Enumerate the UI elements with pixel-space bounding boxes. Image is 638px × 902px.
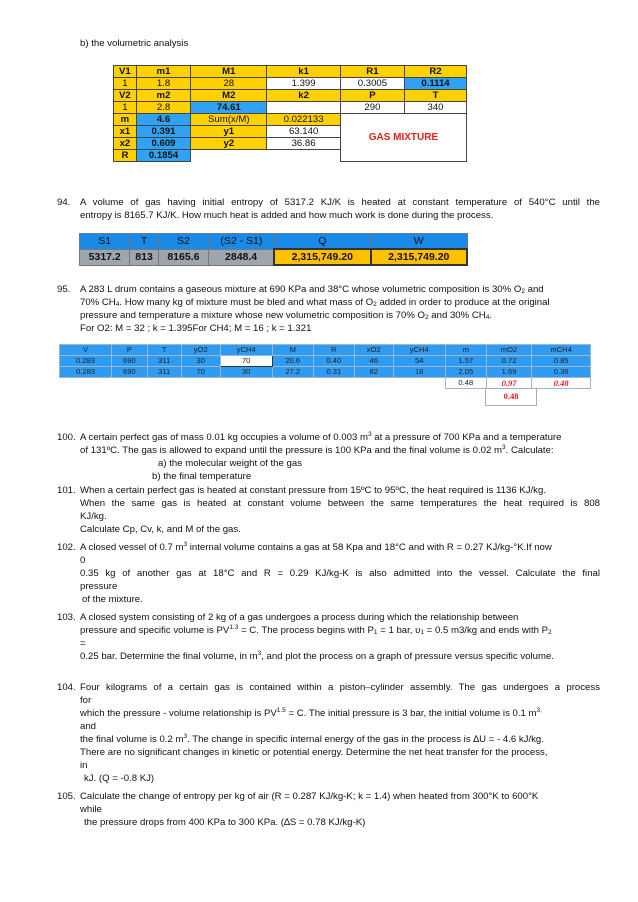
table-cell (267, 150, 340, 162)
table-header-cell: m1 (136, 66, 190, 78)
problem-103-text: pressure and specific volume is $PV^{1.3} = C$. The process begins with $P_1 = 1$ bar, $\upsilon_1 = 0.5$ m3/kg and ends with $P_2$ (80, 624, 552, 636)
table-cell: 0.72 (486, 356, 531, 367)
problem-104-text: for (80, 695, 92, 706)
table-row (114, 66, 467, 78)
table-cell: 0.97 (486, 378, 531, 389)
table-header-cell: V (60, 345, 112, 356)
table-cell: 290 (340, 102, 404, 114)
table-header-cell: M (272, 345, 313, 356)
table-cell: 82 (354, 367, 393, 378)
section-title: b) the volumetric analysis (80, 38, 189, 49)
table-header-cell: S2 (158, 234, 208, 250)
mixture-composition-table (59, 344, 591, 389)
problem-94-number: 94. (57, 197, 71, 208)
table-cell: 30 (220, 367, 272, 378)
mixture-result-cell: 0.48 (485, 388, 537, 406)
problem-101-text: KJ/kg. (80, 511, 107, 522)
table-cell: 20.6 (272, 356, 313, 367)
table-header-cell: Q (274, 234, 370, 250)
problem-95-text: pressure and temperature a mixture whose new volumetric composition is 70% $O_2$ and 30% $CH_4$. (80, 310, 492, 321)
table-cell: 1.8 (136, 78, 190, 90)
table-cell: 0.48 (532, 378, 591, 389)
table-header-cell: yCH4 (393, 345, 445, 356)
entropy-table (79, 233, 468, 266)
table-cell: 0.85 (532, 356, 591, 367)
table-header-cell: (S2 - S1) (209, 234, 275, 250)
table-cell: 36.86 (267, 138, 340, 150)
table-cell (267, 102, 340, 114)
problem-104-text: Four kilograms of a certain gas is contained within a piston–cylinder assembly. The gas undergoes a process (80, 682, 600, 693)
table-cell: 1.399 (267, 78, 340, 90)
table-header-cell: T (130, 234, 158, 250)
table-header-cell: P (112, 345, 148, 356)
table-cell: y1 (191, 126, 267, 138)
problem-104-text: the final volume is 0.2 $m^3$. The change in specific internal energy of the gas in the process is ∆U = - 4.6 kJ/kg. (80, 733, 544, 745)
table-cell: 70 (220, 356, 272, 367)
table-header-cell: yO2 (181, 345, 220, 356)
problem-103-text: = (80, 638, 86, 649)
table-cell: 0.1114 (405, 78, 467, 90)
problem-94-text: entropy is 8165.7 KJ/K. How much heat is added and how much work is done during the process. (80, 210, 494, 221)
problem-100-number: 100. (57, 432, 76, 443)
table-header-cell: yCH4 (220, 345, 272, 356)
gas-mixture-table (113, 65, 467, 162)
problem-95-number: 95. (57, 284, 71, 295)
problem-101-text: When a certain perfect gas is heated at constant pressure from 15ºC to 95ºC, the heat required is 1136 KJ/kg. (80, 485, 546, 496)
table-cell (60, 378, 446, 389)
table-header-cell: k1 (267, 66, 340, 78)
problem-102-text: pressure (80, 581, 118, 592)
table-cell: 5317.2 (80, 249, 130, 265)
table-header-cell: mCH4 (532, 345, 591, 356)
problem-100-text: A certain perfect gas of mass 0.01 kg occupies a volume of 0.003 $m^3$ at a pressure of 700 KPa and a temperature (80, 431, 562, 443)
table-cell: 0.36 (532, 367, 591, 378)
problem-104-text: kJ. (Q = -0.8 KJ) (84, 773, 155, 784)
table-cell: 28 (191, 78, 267, 90)
problem-103-number: 103. (57, 612, 76, 623)
table-cell: 70 (181, 367, 220, 378)
table-cell: 2.8 (136, 102, 190, 114)
table-header-cell: mO2 (486, 345, 531, 356)
problem-104-number: 104. (57, 682, 76, 693)
table-cell: 2,315,749.20 (371, 249, 467, 265)
problem-105-text: while (80, 804, 102, 815)
problem-103-text: A closed system consisting of 2 kg of a gas undergoes a process during which the relationship between (80, 612, 519, 623)
table-cell: 813 (130, 249, 158, 265)
table-cell: 74.61 (191, 102, 267, 114)
problem-100-text: of 131ºC. The gas is allowed to expand until the pressure is 100 KPa and the final volume is 0.02 $m^3$. Calculate: (80, 444, 554, 456)
problem-104-text: which the pressure - volume relationship is $PV^{1.5} = C$. The initial pressure is 3 bar, the initial volume is 0.1 $m^{3,}$ (80, 707, 542, 719)
table-cell: 30 (181, 356, 220, 367)
table-cell: 690 (112, 367, 148, 378)
problem-105-number: 105. (57, 791, 76, 802)
table-row (80, 234, 468, 250)
table-cell: 0.1854 (136, 150, 190, 162)
table-header-cell: k2 (267, 90, 340, 102)
table-header-cell: R1 (340, 66, 404, 78)
gas-mixture-label: GAS MIXTURE (340, 114, 466, 162)
table-header-cell: T (405, 90, 467, 102)
table-cell: 0.31 (313, 367, 354, 378)
table-header-cell: V2 (114, 90, 137, 102)
table-cell: 311 (147, 367, 181, 378)
problem-95-text: A 283 L drum contains a gaseous mixture at 690 KPa and 38°C whose volumetric composition is 30% $O_2$ and (80, 284, 544, 295)
table-cell: 2,315,749.20 (274, 249, 370, 265)
problem-105-text: the pressure drops from 400 KPa to 300 KPa. (∆S = 0.78 KJ/kg-K) (84, 817, 366, 828)
problem-95-text: 70% $CH_4$. How many kg of mixture must be bled and what mass of $O_2$ added in order to produce at the original (80, 297, 550, 308)
table-row (60, 378, 591, 389)
table-cell: 1 (114, 102, 137, 114)
problem-101-text: When the same gas is heated at constant volume between the same temperatures the heat required is 808 (80, 498, 600, 509)
table-header-cell: P (340, 90, 404, 102)
problem-102-text: 0 (80, 555, 86, 566)
table-cell: 0.283 (60, 356, 112, 367)
table-cell: 0.022133 (267, 114, 340, 126)
table-header-cell: W (371, 234, 467, 250)
problem-101-text: Calculate Cp, Cv, k, and M of the gas. (80, 524, 241, 535)
problem-95-text: For O2: M = 32 ; k = 1.395For CH4; M = 16 ; k = 1.321 (80, 323, 312, 334)
table-cell: 0.609 (136, 138, 190, 150)
table-row (114, 114, 467, 126)
table-cell: 1.69 (486, 367, 531, 378)
table-header-cell: T (147, 345, 181, 356)
table-cell: 311 (147, 356, 181, 367)
problem-102-text: of the mixture. (82, 594, 143, 605)
table-row (114, 78, 467, 90)
table-header-cell: R (313, 345, 354, 356)
table-cell: 1.57 (445, 356, 486, 367)
table-cell: 2.05 (445, 367, 486, 378)
table-header-cell: M2 (191, 90, 267, 102)
table-cell: y2 (191, 138, 267, 150)
table-cell: 8165.6 (158, 249, 208, 265)
table-cell: 2848.4 (209, 249, 275, 265)
table-header-cell: m2 (136, 90, 190, 102)
problem-102-text: A closed vessel of 0.7 $m^3$ internal volume contains a gas at 58 Kpa and 18°C and with R = 0.27 KJ/kg-°K.If now (80, 541, 552, 553)
table-row (80, 249, 468, 265)
table-header-cell: m (445, 345, 486, 356)
table-header-cell: V1 (114, 66, 137, 78)
table-header-cell: R2 (405, 66, 467, 78)
table-cell: 1 (114, 78, 137, 90)
table-cell: 690 (112, 356, 148, 367)
table-row (60, 345, 591, 356)
problem-101-number: 101. (57, 485, 76, 496)
table-cell: Sum(x/M) (191, 114, 267, 126)
problem-100-sub-a: a) the molecular weight of the gas (158, 458, 302, 469)
table-row (114, 102, 467, 114)
table-header-cell: S1 (80, 234, 130, 250)
table-row (114, 90, 467, 102)
problem-100-sub-b: b) the final temperature (152, 471, 252, 482)
table-cell: R (114, 150, 137, 162)
table-cell: 46 (354, 356, 393, 367)
table-header-cell: xO2 (354, 345, 393, 356)
problem-102-text: 0.35 kg of another gas at 18°C and R = 0.29 KJ/kg-K is also admitted into the vessel. Calculate the final (80, 568, 600, 579)
table-cell: x2 (114, 138, 137, 150)
table-cell: x1 (114, 126, 137, 138)
problem-104-text: and (80, 721, 97, 732)
table-cell: 4.6 (136, 114, 190, 126)
table-header-cell: M1 (191, 66, 267, 78)
table-cell: 18 (393, 367, 445, 378)
table-cell: 0.3005 (340, 78, 404, 90)
problem-104-text: in (80, 760, 88, 771)
problem-102-number: 102. (57, 542, 76, 553)
table-cell: 27.2 (272, 367, 313, 378)
table-cell: 54 (393, 356, 445, 367)
problem-94-text: A volume of gas having initial entropy of 5317.2 KJ/K is heated at constant temperature of 540°C until the (80, 197, 600, 208)
table-cell: 63.140 (267, 126, 340, 138)
table-cell: 340 (405, 102, 467, 114)
table-cell: m (114, 114, 137, 126)
table-cell: 0.391 (136, 126, 190, 138)
problem-104-text: There are no significant changes in kinetic or potential energy. Determine the net heat transfer for the process, (80, 747, 548, 758)
table-row (60, 367, 591, 378)
problem-105-text: Calculate the change of entropy per kg of air (R = 0.287 KJ/kg-K; k = 1.4) when heated from 300°K to 600°K (80, 791, 539, 802)
table-row (60, 356, 591, 367)
table-cell: 0.283 (60, 367, 112, 378)
table-cell: 0.48 (445, 378, 486, 389)
table-cell: 0.40 (313, 356, 354, 367)
problem-103-text: 0.25 bar. Determine the final volume, in $m^3$, and plot the process on a graph of pressure versus specific volume. (80, 650, 554, 662)
table-cell (191, 150, 267, 162)
